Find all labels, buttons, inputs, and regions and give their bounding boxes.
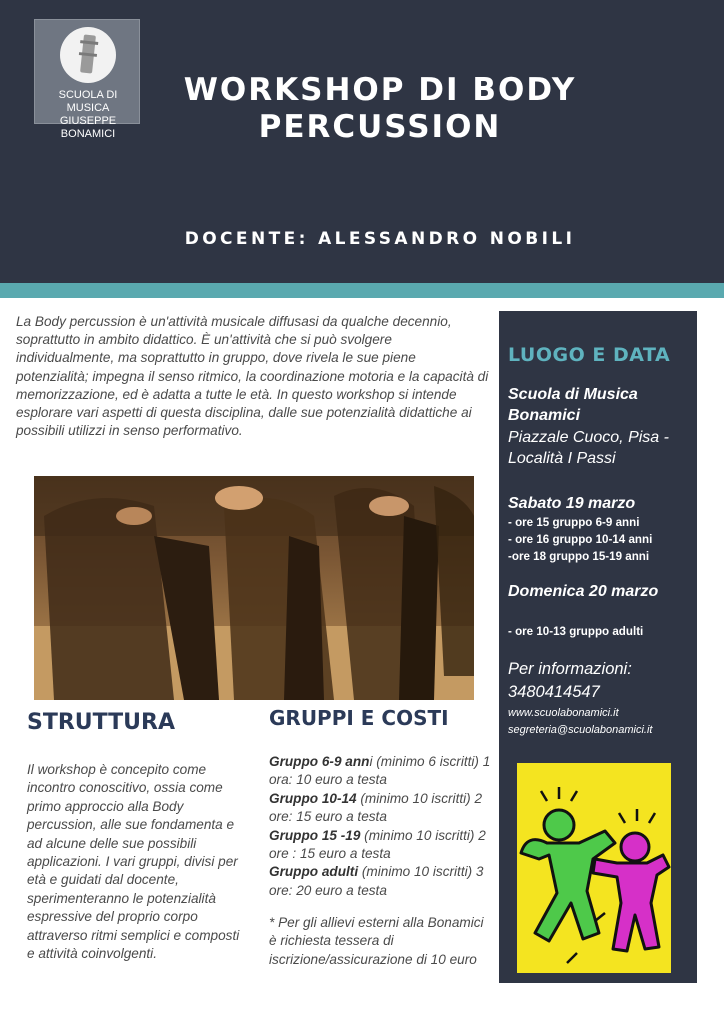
sunday-date: Domenica 20 marzo [508, 583, 659, 600]
gruppi-list [269, 753, 491, 900]
email-link[interactable]: segreteria@scuolabonamici.it [508, 724, 653, 736]
group-detail: (minimo 10 iscritti) 2 ore: 15 euro a testa [269, 790, 483, 825]
gruppi-heading: GRUPPI E COSTI [269, 706, 449, 730]
list-item [269, 827, 491, 864]
logo-text [37, 89, 139, 141]
venue-address: Piazzale Cuoco, Pisa - Località I Passi [508, 429, 669, 467]
list-item [269, 753, 491, 790]
info-sidebar [499, 311, 697, 983]
website-link[interactable]: www.scuolabonamici.it [508, 707, 619, 719]
schedule-item: - ore 16 gruppo 10-14 anni [508, 533, 653, 546]
leaning-tower-seal-icon [60, 27, 116, 83]
list-item [269, 863, 491, 900]
struttura-heading: STRUTTURA [27, 710, 176, 735]
sunday-schedule [508, 623, 696, 640]
schedule-item: - ore 10-13 gruppo adulti [508, 625, 644, 638]
group-name: Gruppo 15 -19 [269, 827, 361, 843]
venue-name: Scuola di Musica Bonamici [508, 386, 638, 424]
dancing-figures-icon [517, 763, 671, 973]
group-name: Gruppo adulti [269, 864, 359, 880]
web-contacts [508, 705, 696, 739]
contact-info [508, 658, 694, 704]
group-name: Gruppo 6-9 ann [269, 754, 370, 769]
teacher-line: DOCENTE: ALESSANDRO NOBILI [184, 229, 576, 249]
dancing-figures-artwork [517, 763, 671, 973]
group-detail: i (minimo 6 iscritti) 1 ora: 10 euro a testa [269, 754, 491, 788]
dancers-illustration [34, 476, 474, 700]
saturday-date: Sabato 19 marzo [508, 495, 636, 512]
struttura-paragraph: Il workshop è concepito come incontro conoscitivo, ossia come primo approccio alla Body percussion, alle sue fondamenta e ad alcune delle sue possibili applicazioni. I vari gruppi, divisi per età e guidati dal docente, sperimenteranno le potenzialità espressive del proprio corpo attraverso ritmi semplici e composti e attività coinvolgenti. [27, 762, 240, 962]
phone-number: 3480414547 [508, 683, 600, 701]
group-detail: (minimo 10 iscritti) 2 ore : 15 euro a testa [269, 827, 486, 862]
schedule-item: - ore 15 gruppo 6-9 anni [508, 516, 640, 529]
saturday-schedule [508, 514, 696, 565]
intro-paragraph: La Body percussion è un'attività musicale diffusasi da qualche decennio, soprattutto in ambito didattico. È un'attività che si può svolgere individualmente, ma soprattutto in gruppo, dove rivela le sue piene potenzialità; impegna il senso ritmico, la coordinazione motoria e la capacità di memorizzazione, ed è adatta a tutte le età. In questo workshop si intende esplorare vari aspetti di questa disciplina, dalle sue potenzialità didattiche ai possibili utilizzi in senso performativo. [16, 314, 489, 439]
group-name: Gruppo 10-14 [269, 790, 357, 806]
schedule-item: -ore 18 gruppo 15-19 anni [508, 550, 650, 563]
info-label: Per informazioni: [508, 660, 632, 678]
logo-line-2: GIUSEPPE BONAMICI [59, 115, 117, 140]
sidebar-heading: LUOGO E DATA [508, 344, 671, 366]
group-detail: (minimo 10 iscritti) 3 ore: 20 euro a testa [269, 864, 484, 898]
membership-note: * Per gli allievi esterni alla Bonamici è richiesta tessera di iscrizione/assicurazione di 10 euro [269, 915, 484, 967]
list-item [269, 790, 491, 827]
page-title: WORKSHOP DI BODY PERCUSSION [183, 72, 577, 145]
body-percussion-photo [34, 476, 474, 700]
school-logo [34, 19, 140, 140]
logo-line-1: SCUOLA DI MUSICA [58, 89, 118, 114]
accent-divider [0, 283, 724, 298]
